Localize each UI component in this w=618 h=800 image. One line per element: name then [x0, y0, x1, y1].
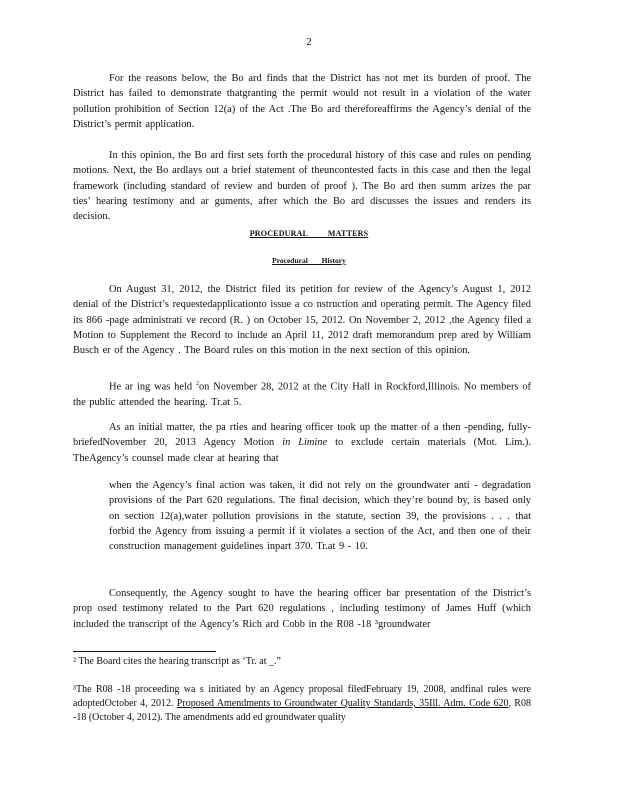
section-heading: PROCEDURAL MATTERS — [249, 229, 369, 238]
footnote-3-text-end: , R08 -18 (October 4, 2012). The amendments add ed groundwater quality — [73, 698, 531, 723]
page-number: 2 — [306, 36, 312, 48]
hearing-text-end: on November 28, 2012 at the City Hall in Rockford,Illinois. No members of the public attended the hearing. Tr.at 5. — [73, 381, 531, 408]
footnote-ref-2: 2 — [195, 381, 199, 387]
paragraph-hearing — [73, 377, 531, 410]
paragraph-consequently: Consequently, the Agency sought to have the hearing officer bar presentation of the District’s prop osed testimony related to the Part 620 regulations , including testimony of James Huff (which included the transcript of the Agency’s Rich ard Cobb in the R08 -18 ³groundwater — [73, 588, 531, 630]
paragraph-motion-in-limine — [73, 420, 531, 466]
paragraph-procedural-history: On August 31, 2012, the District filed its petition for review of the Agency’s August 1, 2012 denial of the District’s requestedapplicationto issue a co nstruction and operating permit. The Agency filed its 866 -page administrati ve record (R. ) on October 15, 2012. On November 2, 2012 ,the Agency filed a Motion to Supplement the Record to include an April 11, 2012 draft memorandum prep ared by William Busch er of the Agency . The Board rules on this motion in the next section of this opinion. — [73, 284, 531, 357]
in-limine-italic: in Limine — [282, 437, 328, 449]
motion-text-end: to exclude certain materials (Mot. Lim.). TheAgency’s counsel made clear at hearing that — [73, 437, 531, 464]
footnote-divider — [73, 651, 216, 652]
block-quote: when the Agency’s final action was taken, it did not rely on the groundwater anti - degradation provisions of the Part 620 regulations. The final decision, which they’re bound by, is based only on section 12(a),water pollution provisions in the statute, section 39, the provisions . . . that forbid the Agency from issuing a permit if it violates a section of the Act, and then one of their construction management guidelines inpart 370. Tr.at 9 - 10. — [109, 480, 531, 553]
paragraph-findings: For the reasons below, the Bo ard finds that the District has not met its burden of proof. The District has failed to demonstrate thatgranting the permit would not result in a violation of the water pollution prohibition of Section 12(a) of the Act .The Bo ard thereforeaffirms the Agency’s denial of the District’s permit application. — [73, 73, 531, 130]
footnote-3-text-start: ³The R08 -18 proceeding wa s initiated by an Agency proposal filedFebruary 19, 2008, andfinal rules were adoptedOctober 4, 2012. — [73, 684, 531, 709]
footnote-2: ² The Board cites the hearing transcript as ‘Tr. at _.” — [73, 656, 281, 667]
motion-text-start: As an initial matter, the pa rties and hearing officer took up the matter of a then -pending, fully-briefedNovember 20, 2013 Agency Motion — [73, 422, 531, 449]
footnote-3 — [73, 683, 531, 725]
section-subheading: Procedural History — [272, 256, 346, 265]
hearing-text-start: He ar ing was held — [109, 381, 196, 393]
footnote-3-citation: Proposed Amendments to Groundwater Quality Standards, 35Ill. Adm. Code 620 — [176, 698, 509, 709]
paragraph-opinion-outline: In this opinion, the Bo ard first sets forth the procedural history of this case and rules on pending motions. Next, the Bo ardlays out a brief statement of theuncontested facts in this case and then the legal framework (including standard of review and burden of proof ). The Bo ard then summ arizes the par ties’ hearing testimony and ar guments, after which the Bo ard discusses the issues and renders its decision. — [73, 150, 531, 223]
